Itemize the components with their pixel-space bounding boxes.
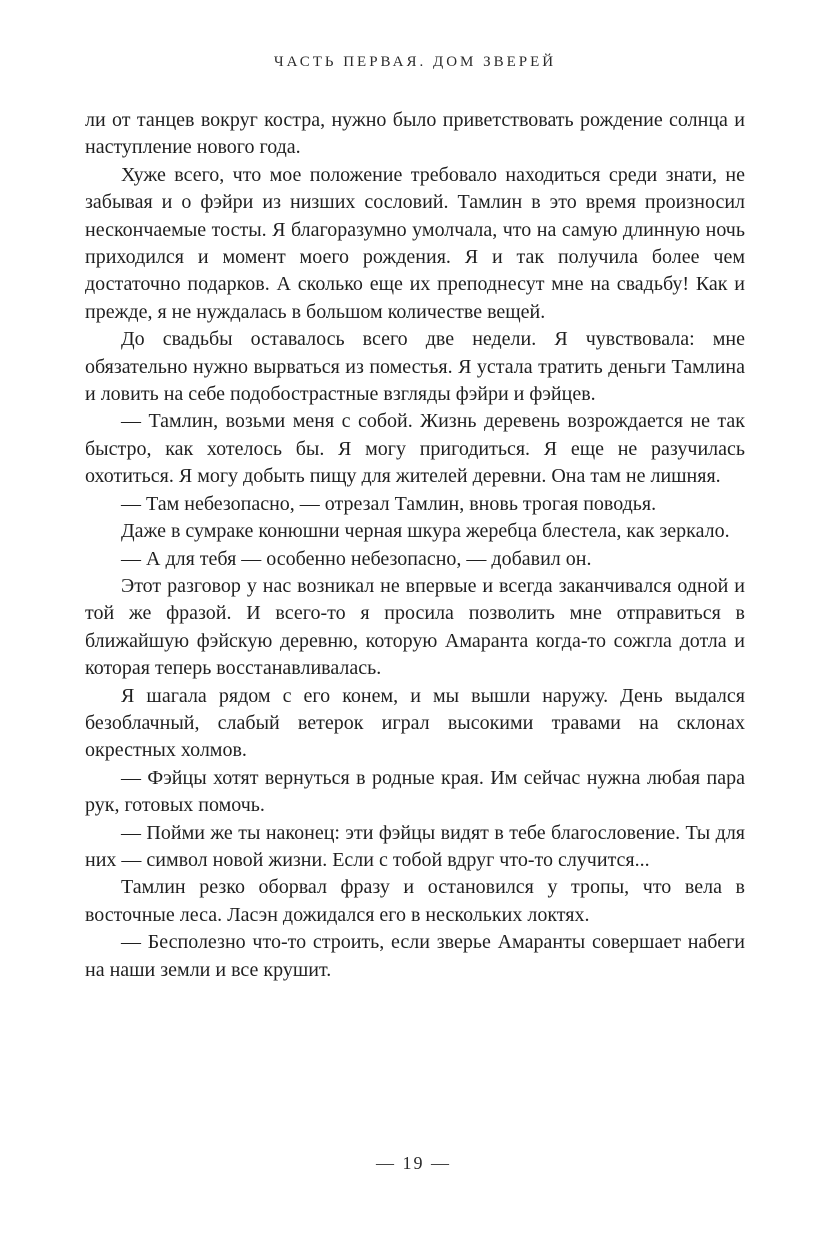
paragraph: Я шагала рядом с его конем, и мы вышли наружу. День выдался безоблачный, слабый ветерок играл высокими травами на склонах окрестных холмов. <box>85 684 745 762</box>
paragraph: Даже в сумраке конюшни черная шкура жеребца блестела, как зеркало. <box>121 520 730 543</box>
paragraph: — Тамлин, возьми меня с собой. Жизнь деревень возрождается не так быстро, как хотелось бы. Я могу пригодиться. Я еще не разучилась охотиться. Я могу добыть пищу для жителей деревни. Она там не лишняя. <box>85 410 745 488</box>
paragraph: ли от танцев вокруг костра, нужно было приветствовать рождение солнца и наступление нового года. <box>85 109 745 159</box>
paragraph: — Бесполезно что-то строить, если зверье Амаранты совершает набеги на наши земли и все крушит. <box>85 931 745 981</box>
page-body <box>85 107 745 984</box>
paragraph: Тамлин резко оборвал фразу и остановился у тропы, что вела в восточные леса. Ласэн дожидался его в нескольких локтях. <box>85 876 745 926</box>
paragraph: До свадьбы оставалось всего две недели. Я чувствовала: мне обязательно нужно вырваться из поместья. Я устала тратить деньги Тамлина и ловить на себе подобострастные взгляды фэйри и фэйцев. <box>85 328 745 406</box>
paragraph: — Фэйцы хотят вернуться в родные края. Им сейчас нужна любая пара рук, готовых помочь. <box>85 766 745 817</box>
paragraph: — Пойми же ты наконец: эти фэйцы видят в тебе благословение. Ты для них — символ новой жизни. Если с тобой вдруг что-то случится... <box>85 821 745 871</box>
paragraph: Хуже всего, что мое положение требовало находиться среди знати, не забывая и о фэйри из низших сословий. Тамлин в это время произносил нескончаемые тосты. Я благоразумно умолчала, что на самую длинную ночь приходился и момент моего рождения. Я и так получила более чем достаточно подарков. А сколько еще их преподнесут мне на свадьбу! Как и прежде, я не нуждалась в большом количестве вещей. <box>85 163 745 323</box>
paragraph: Этот разговор у нас возникал не впервые и всегда заканчивался одной и той же фразой. И всего-то я просила позволить мне отправиться в ближайшую фэйскую деревню, которую Амаранта когда-то сожгла дотла и которая теперь восстанавливалась. <box>85 574 745 680</box>
page-number-text: — 19 — <box>376 1153 451 1173</box>
paragraph: — Там небезопасно, — отрезал Тамлин, вновь трогая поводья. <box>121 492 657 515</box>
running-header: ЧАСТЬ ПЕРВАЯ. ДОМ ЗВЕРЕЙ <box>273 54 557 70</box>
paragraph: — А для тебя — особенно небезопасно, — добавил он. <box>121 547 592 570</box>
page-number <box>0 1153 827 1174</box>
